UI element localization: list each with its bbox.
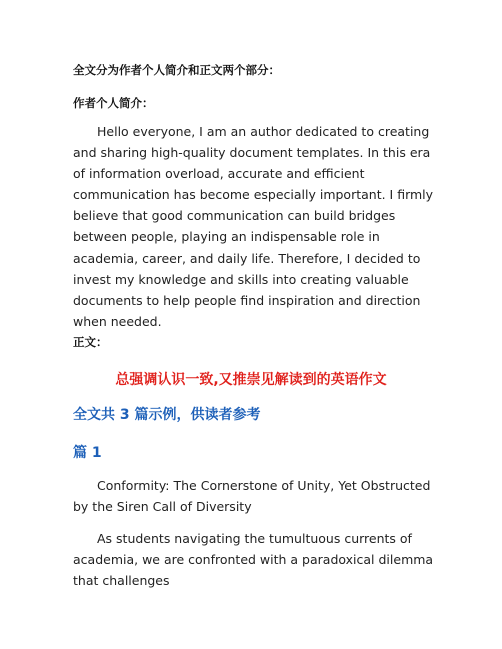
- examples-note: 全文共 3 篇示例，供读者参考: [73, 407, 261, 423]
- essay-title: Conformity: The Cornerstone of Unity, Yet Obstructed by the Siren Call of Diversity: [73, 478, 431, 515]
- intro-line: 全文分为作者个人简介和正文两个部分：: [73, 63, 280, 77]
- author-bio: Hello everyone, I am an author dedicated to creating and sharing high-quality document templates. In this era of information overload, accurate and efficient communication has become especially important. I firmly believe that good communication can build bridges between people, playing an indispensable role in academia, career, and daily life. Therefore, I decided to invest my knowledge and skills into creating valuable documents to help people find inspiration and direction when needed.: [73, 124, 434, 329]
- author-heading: 作者个人简介：: [73, 96, 154, 110]
- section-label: 篇 1: [73, 445, 102, 461]
- essay-paragraph: As students navigating the tumultuous currents of academia, we are confronted with a paradoxical dilemma that challenges: [73, 531, 434, 589]
- main-heading: 正文：: [73, 335, 108, 349]
- article-title: 总强调认识一致,又推崇见解读到的英语作文: [115, 372, 387, 388]
